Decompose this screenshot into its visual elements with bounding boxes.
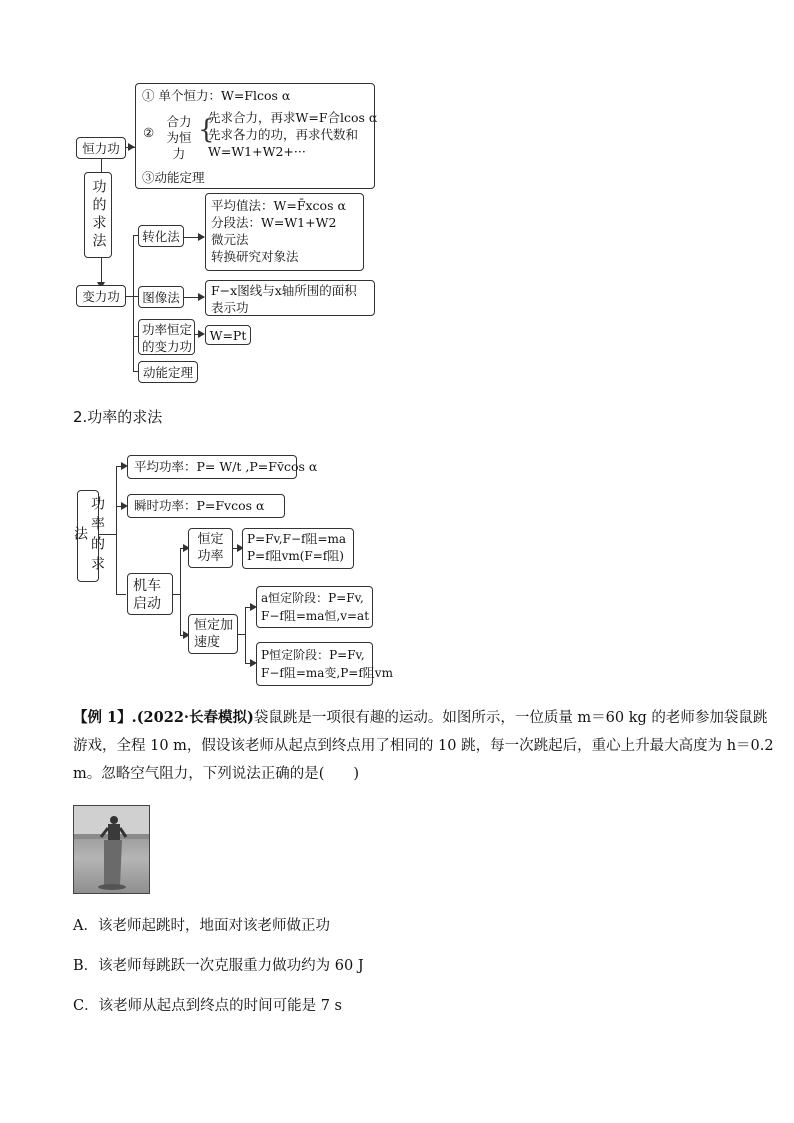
avg-power-box [127, 455, 318, 479]
right-arrow [128, 143, 135, 151]
locomotive-label: 机车启动 [133, 578, 161, 612]
option-a: A．该老师起跳时，地面对该老师做正功 [73, 918, 330, 934]
option-b: B．该老师每跳跃一次克服重力做功约为 60 J [73, 958, 364, 974]
connector [125, 296, 133, 297]
branch-connector [245, 607, 246, 663]
graph-item-box [205, 280, 375, 316]
kinetic-theorem-box [138, 361, 198, 383]
question-line: m。忽略空气阻力，下列说法正确的是( ) [73, 766, 360, 782]
inst-power-box [127, 494, 285, 518]
right-arrow [198, 293, 205, 301]
constant-force-work-box [76, 137, 126, 159]
constant-force-label: 恒力功 [82, 140, 120, 156]
sum-work-item: 先求各力的功，再求代数和 [208, 127, 359, 142]
a-stage-line: F−f阻=ma恒,v=at [261, 609, 370, 623]
graph-label: 图像法 [142, 289, 180, 305]
single-force-item: ① 单个恒力：W=Flcos α [142, 88, 291, 103]
locomotive-box [127, 573, 173, 615]
connector [116, 594, 126, 595]
right-arrow [198, 330, 205, 338]
p-stage-box [256, 642, 393, 686]
convert-items-box [205, 193, 364, 271]
power-method-title: 功率的求法 [72, 496, 105, 576]
segment-method: 分段法：W=W1+W2 [211, 215, 337, 230]
power-method-title-box [72, 490, 105, 582]
convert-label: 转化法 [142, 228, 180, 244]
example-question [73, 708, 774, 784]
average-method: 平均值法：W=F̄xcos α [211, 198, 346, 213]
const-acc-box [188, 614, 238, 654]
avg-power-formula: 平均功率：P= W/t ,P=Fv̄cos α [134, 459, 318, 474]
graph-method-box [138, 286, 184, 308]
net-constant-label: 合力为恒力 [166, 114, 192, 161]
const-power-eq: P=Fv,F−f阻=ma [247, 532, 347, 546]
question-line: 游戏，全程 10 m，假设该老师从起点到终点用了相同的 10 跳，每一次跳起后，重心上升最大高度为 h＝0.2 [73, 738, 774, 754]
const-acc-line: 速度 [194, 635, 221, 650]
graph-item-line: F−x图线与x轴所围的面积 [211, 283, 357, 298]
method-title-box [84, 172, 112, 258]
const-power-box [188, 528, 233, 568]
convert-method-box [138, 225, 184, 247]
example-tag: 【例 1】 [73, 709, 132, 726]
kinetic-theorem-item: ③动能定理 [142, 170, 205, 185]
p-stage-line: P恒定阶段：P=Fv, [261, 648, 365, 662]
wpt-box [205, 325, 251, 345]
const-power-eq: P=f阻vm(F=f阻) [247, 549, 344, 563]
constant-power-line: 的变力功 [142, 339, 193, 354]
section-title: 2.功率的求法 [73, 408, 163, 426]
option-c: C．该老师从起点到终点的时间可能是 7 s [73, 998, 342, 1014]
a-stage-line: a恒定阶段：P=Fv, [261, 591, 364, 605]
wpt-label: W=Pt [209, 327, 247, 343]
connector [172, 594, 180, 595]
branch-connector [180, 548, 181, 635]
right-arrow [198, 233, 205, 241]
a-stage-box [256, 586, 373, 628]
sum-formula: W=W1+W2+··· [208, 144, 306, 159]
constant-power-box [138, 319, 195, 355]
brace-icon: { [198, 115, 215, 145]
micro-element-method: 微元法 [211, 232, 249, 247]
constant-force-methods-box [135, 83, 378, 189]
variable-force-work-box [76, 285, 126, 307]
item-number: ② [143, 125, 155, 140]
const-power-eq-box [242, 528, 354, 569]
branch-connector [116, 466, 117, 594]
branch-connector [133, 235, 134, 371]
inst-power-formula: 瞬时功率：P=Fvcos α [134, 498, 265, 513]
const-power-line: 恒定 [197, 532, 224, 547]
constant-power-line: 功率恒定 [142, 322, 193, 337]
kangaroo-jump-photo [73, 805, 150, 894]
kinetic-label: 动能定理 [142, 364, 193, 380]
connector [237, 634, 245, 635]
question-line: 袋鼠跳是一项很有趣的运动。如图所示，一位质量 m＝60 kg 的老师参加袋鼠跳 [253, 710, 768, 726]
const-acc-line: 恒定加 [194, 618, 234, 633]
const-power-line: 功率 [197, 549, 224, 564]
variable-force-label: 变力功 [82, 288, 120, 304]
p-stage-line: F−f阻=ma变,P=f阻vm [261, 666, 393, 680]
net-force-item: 先求合力，再求W=F合lcos α [208, 110, 378, 125]
teacher-figure-illustration [74, 806, 149, 893]
example-source: .(2022·长春模拟) [131, 709, 254, 726]
graph-item-line: 表示功 [211, 300, 249, 315]
method-title-label: 功的求法 [90, 179, 107, 251]
object-conversion-method: 转换研究对象法 [211, 249, 299, 264]
